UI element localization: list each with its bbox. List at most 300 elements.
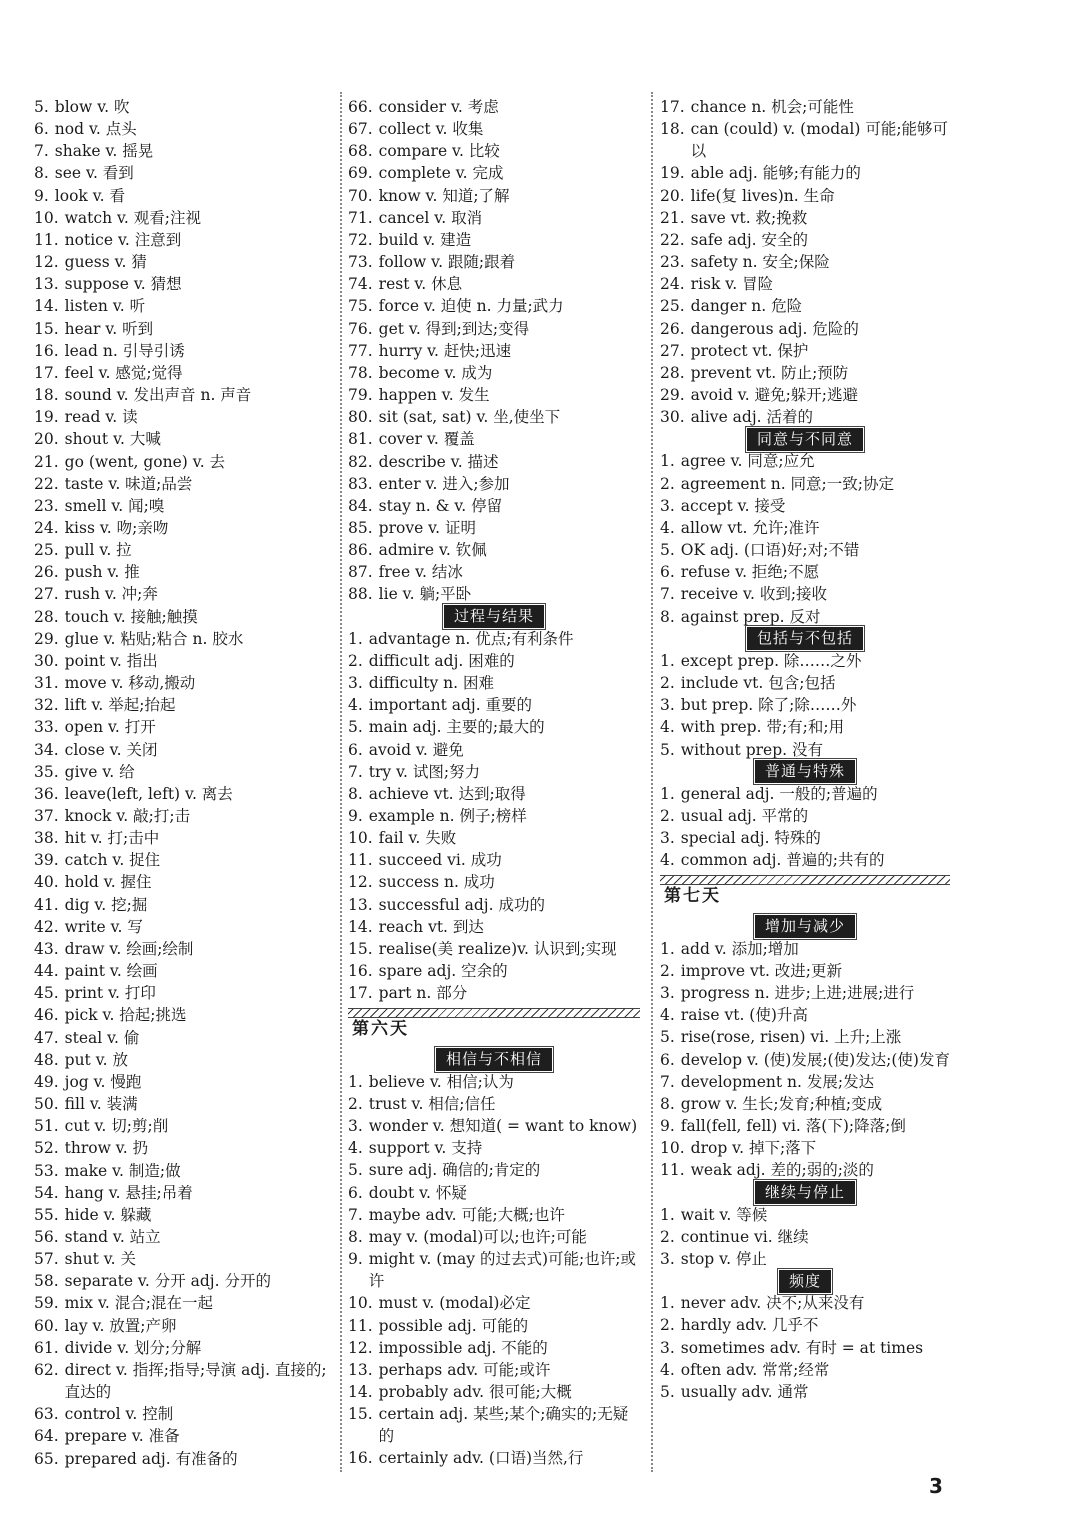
vocab-entry [34, 207, 330, 229]
section-header-label: 同意与不同意 [747, 428, 863, 451]
entry-text: stay n. & v. 停留 [378, 496, 503, 515]
entry-number: 5. [660, 1382, 675, 1401]
vocab-entry [348, 473, 640, 495]
entry-text: with prep. 带;有;和;用 [680, 718, 845, 737]
entry-text: stand v. 站立 [64, 1227, 161, 1246]
entry-number: 4. [660, 518, 675, 537]
entry-number: 15. [348, 939, 373, 958]
entry-number: 64. [34, 1427, 59, 1446]
entry-number: 1. [660, 1294, 675, 1313]
vocab-entry [34, 473, 330, 495]
entry-number: 16. [34, 341, 59, 360]
vocab-entry [660, 739, 950, 761]
entry-number: 5. [660, 1028, 675, 1047]
vocab-entry [34, 916, 330, 938]
entry-text: separate v. 分开 adj. 分开的 [64, 1272, 271, 1291]
entry-number: 12. [348, 873, 373, 892]
entry-text: watch v. 观看;注视 [64, 208, 201, 227]
entry-text: become v. 成为 [378, 363, 493, 382]
entry-text: rest v. 休息 [378, 275, 463, 294]
vocab-entry [348, 1159, 640, 1181]
entry-text: direct v. 指挥;指导;导演 adj. 直接的;直达的 [64, 1360, 327, 1402]
vocab-entry [348, 273, 640, 295]
entry-number: 80. [348, 408, 373, 427]
entry-text: succeed vi. 成功 [378, 851, 502, 870]
entry-text: believe v. 相信;认为 [368, 1072, 514, 1091]
entry-text: spare adj. 空余的 [378, 962, 508, 981]
vocab-entry [34, 162, 330, 184]
entry-text: accept v. 接受 [680, 496, 786, 515]
vocab-entry [660, 118, 950, 162]
entry-text: prove v. 证明 [378, 518, 476, 537]
entry-number: 47. [34, 1028, 59, 1047]
entry-text: weak adj. 差的;弱的;淡的 [690, 1161, 874, 1180]
entry-number: 83. [348, 474, 373, 493]
entry-text: dig v. 挖;掘 [64, 895, 148, 914]
vocab-entry [660, 517, 950, 539]
vocab-entry [348, 1248, 640, 1292]
vocab-entry [34, 739, 330, 761]
entry-number: 3. [348, 674, 363, 693]
entry-text: impossible adj. 不能的 [378, 1338, 548, 1357]
entry-number: 25. [660, 297, 685, 316]
entry-number: 54. [34, 1183, 59, 1202]
entry-number: 63. [34, 1405, 59, 1424]
entry-text: certain adj. 某些;某个;确实的;无疑的 [378, 1405, 629, 1446]
entry-text: collect v. 收集 [378, 120, 484, 139]
entry-text: but prep. 除了;除……外 [680, 696, 857, 715]
entry-text: agreement n. 同意;一致;协定 [680, 474, 895, 493]
entry-text: raise vt. (使)升高 [680, 1006, 808, 1025]
vocab-entry [34, 517, 330, 539]
vocab-entry [660, 229, 950, 251]
entry-number: 1. [660, 651, 675, 670]
entry-text: example n. 例子;榜样 [368, 806, 527, 825]
entry-number: 66. [348, 98, 373, 116]
entry-number: 16. [348, 1449, 373, 1468]
entry-text: advantage n. 优点;有利条件 [368, 629, 574, 648]
column-3 [660, 96, 950, 1403]
section-header-label: 频度 [779, 1270, 831, 1293]
entry-text: reach vt. 到达 [378, 917, 484, 936]
vocab-entry [660, 96, 950, 118]
entry-number: 72. [348, 230, 373, 249]
entry-number: 20. [660, 186, 685, 205]
entry-number: 65. [34, 1449, 59, 1468]
entry-text: avoid v. 避免 [368, 740, 464, 759]
entry-text: prevent vt. 防止;预防 [690, 363, 849, 382]
entry-number: 5. [660, 740, 675, 759]
vocab-entry [348, 1381, 640, 1403]
entry-number: 86. [348, 541, 373, 560]
entry-text: protect vt. 保护 [690, 341, 809, 360]
vocab-entry [348, 1447, 640, 1469]
vocab-entry [34, 1137, 330, 1159]
entry-text: point v. 指出 [64, 651, 158, 670]
entry-number: 7. [660, 585, 675, 604]
vocab-entry [34, 1315, 330, 1337]
section-header-label: 包括与不包括 [747, 627, 863, 650]
section-header-label: 增加与减少 [755, 915, 855, 938]
entry-text: feel v. 感觉;觉得 [64, 363, 183, 382]
vocab-entry [348, 1182, 640, 1204]
entry-number: 41. [34, 895, 59, 914]
entry-number: 11. [660, 1161, 685, 1180]
vocab-entry [34, 1027, 330, 1049]
vocab-entry [660, 805, 950, 827]
entry-text: cancel v. 取消 [378, 208, 483, 227]
entry-number: 3. [660, 496, 675, 515]
vocab-entry [34, 561, 330, 583]
entry-text: progress n. 进步;上进;进展;进行 [680, 984, 915, 1003]
entry-number: 23. [34, 496, 59, 515]
vocab-entry [660, 207, 950, 229]
vocab-entry [348, 1226, 640, 1248]
entry-number: 7. [660, 1072, 675, 1091]
entry-text: important adj. 重要的 [368, 696, 533, 715]
entry-text: pick v. 拾起;挑选 [64, 1006, 187, 1025]
entry-text: divide v. 划分;分解 [64, 1338, 202, 1357]
entry-number: 11. [34, 230, 59, 249]
entry-text: get v. 得到;到达;变得 [378, 319, 530, 338]
vocab-entry [348, 96, 640, 118]
vocab-entry [348, 894, 640, 916]
entry-number: 56. [34, 1227, 59, 1246]
entry-text: may v. (modal)可以;也许;可能 [368, 1227, 587, 1246]
vocab-entry [660, 1004, 950, 1026]
entry-text: prepare v. 准备 [64, 1427, 180, 1446]
vocab-entry [348, 827, 640, 849]
entry-number: 3. [348, 1117, 363, 1136]
entry-text: trust v. 相信;信任 [368, 1094, 496, 1113]
day-divider [348, 1004, 640, 1048]
entry-text: avoid v. 避免;躲开;逃避 [690, 386, 859, 405]
vocab-entry [660, 783, 950, 805]
entry-number: 57. [34, 1250, 59, 1269]
entry-number: 12. [348, 1338, 373, 1357]
entry-text: go (went, gone) v. 去 [64, 452, 226, 471]
entry-number: 19. [660, 164, 685, 183]
entry-text: hardly adv. 几乎不 [680, 1316, 819, 1335]
entry-number: 38. [34, 829, 59, 848]
entry-number: 29. [660, 386, 685, 405]
entry-text: draw v. 绘画;绘制 [64, 939, 194, 958]
entry-number: 70. [348, 186, 373, 205]
vocab-entry [348, 162, 640, 184]
entry-text: shut v. 关 [64, 1250, 137, 1269]
entry-number: 67. [348, 120, 373, 139]
vocab-entry [34, 672, 330, 694]
entry-number: 7. [348, 1205, 363, 1224]
entry-number: 33. [34, 718, 59, 737]
vocab-entry [348, 672, 640, 694]
entry-number: 74. [348, 275, 373, 294]
entry-number: 8. [34, 164, 49, 183]
entry-text: give v. 给 [64, 762, 135, 781]
entry-text: drop v. 掉下;落下 [690, 1139, 817, 1158]
entry-text: often adv. 常常;经常 [680, 1360, 830, 1379]
entry-number: 10. [348, 829, 373, 848]
vocab-entry [34, 295, 330, 317]
entry-text: might v. (may 的过去式)可能;也许;或许 [368, 1250, 636, 1291]
entry-number: 50. [34, 1095, 59, 1114]
entry-number: 18. [34, 386, 59, 405]
vocab-entry [348, 340, 640, 362]
vocab-entry [348, 229, 640, 251]
entry-text: special adj. 特殊的 [680, 829, 821, 848]
entry-text: safety n. 安全;保险 [690, 253, 830, 272]
vocab-entry [348, 761, 640, 783]
vocab-entry [348, 495, 640, 517]
entry-text: close v. 关闭 [64, 740, 158, 759]
vocab-entry [34, 96, 330, 118]
entry-text: guess v. 猜 [64, 253, 147, 272]
vocab-entry [660, 849, 950, 871]
entry-number: 87. [348, 563, 373, 582]
vocab-entry [660, 273, 950, 295]
vocab-entry [660, 1359, 950, 1381]
entry-number: 6. [660, 1050, 675, 1069]
entry-text: enter v. 进入;参加 [378, 474, 510, 493]
entry-number: 19. [34, 408, 59, 427]
vocab-entry [34, 273, 330, 295]
entry-number: 4. [660, 1360, 675, 1379]
vocab-entry [348, 982, 640, 1004]
entry-number: 29. [34, 629, 59, 648]
entry-text: development n. 发展;发达 [680, 1072, 875, 1091]
vocab-entry [348, 517, 640, 539]
entry-number: 46. [34, 1006, 59, 1025]
vocab-entry [348, 1292, 640, 1314]
entry-number: 5. [348, 1161, 363, 1180]
vocab-entry [34, 827, 330, 849]
entry-text: safe adj. 安全的 [690, 230, 809, 249]
entry-number: 43. [34, 939, 59, 958]
entry-number: 2. [660, 1227, 675, 1246]
vocab-entry [660, 251, 950, 273]
entry-number: 4. [348, 1139, 363, 1158]
entry-number: 68. [348, 142, 373, 161]
entry-number: 76. [348, 319, 373, 338]
entry-number: 2. [660, 806, 675, 825]
entry-text: fall(fell, fell) vi. 落(下);降落;倒 [680, 1117, 906, 1136]
entry-number: 6. [660, 563, 675, 582]
vocab-entry [660, 1292, 950, 1314]
vocab-entry [34, 1403, 330, 1425]
entry-text: free v. 结冰 [378, 563, 463, 582]
vocab-entry [34, 1359, 330, 1403]
vocab-entry [348, 938, 640, 960]
vocab-entry [660, 1026, 950, 1048]
entry-number: 61. [34, 1338, 59, 1357]
vocab-entry [660, 606, 950, 628]
entry-text: mix v. 混合;混在一起 [64, 1294, 213, 1313]
entry-text: common adj. 普遍的;共有的 [680, 851, 885, 870]
section-header-label: 普通与特殊 [755, 760, 855, 783]
entry-number: 8. [348, 1227, 363, 1246]
entry-number: 21. [660, 208, 685, 227]
entry-text: except prep. 除……之外 [680, 651, 862, 670]
vocab-entry [34, 1115, 330, 1137]
entry-text: develop v. (使)发展;(使)发达;(使)发育 [680, 1050, 950, 1069]
entry-text: make v. 制造;做 [64, 1161, 181, 1180]
entry-number: 2. [660, 1316, 675, 1335]
entry-number: 24. [34, 518, 59, 537]
section-header [660, 428, 950, 450]
vocab-entry [660, 384, 950, 406]
entry-text: sound v. 发出声音 n. 声音 [64, 386, 252, 405]
vocab-entry [660, 406, 950, 428]
entry-text: grow v. 生长;发育;种植;变成 [680, 1094, 883, 1113]
entry-number: 5. [34, 98, 49, 116]
entry-text: include vt. 包含;包括 [680, 674, 836, 693]
entry-text: doubt v. 怀疑 [368, 1183, 467, 1202]
column-divider [651, 92, 653, 1472]
entry-number: 24. [660, 275, 685, 294]
entry-text: improve vt. 改进;更新 [680, 962, 843, 981]
vocab-entry [660, 694, 950, 716]
vocab-entry [348, 1137, 640, 1159]
vocab-entry [34, 1093, 330, 1115]
entry-text: sit (sat, sat) v. 坐,使坐下 [378, 408, 561, 427]
entry-number: 5. [660, 541, 675, 560]
entry-text: never adv. 决不;从来没有 [680, 1294, 865, 1313]
entry-number: 10. [348, 1294, 373, 1313]
vocab-entry [660, 1049, 950, 1071]
entry-number: 1. [660, 939, 675, 958]
vocab-entry [348, 1359, 640, 1381]
vocab-entry [660, 1137, 950, 1159]
entry-text: add v. 添加;增加 [680, 939, 799, 958]
entry-text: leave(left, left) v. 离去 [64, 784, 233, 803]
vocab-entry [34, 1448, 330, 1470]
entry-number: 52. [34, 1139, 59, 1158]
vocab-entry [660, 1337, 950, 1359]
entry-number: 9. [348, 1250, 363, 1269]
entry-number: 71. [348, 208, 373, 227]
entry-text: complete v. 完成 [378, 164, 504, 183]
entry-number: 1. [660, 452, 675, 471]
entry-text: hear v. 听到 [64, 319, 154, 338]
day-label: 第六天 [352, 1019, 409, 1040]
entry-number: 4. [660, 851, 675, 870]
entry-number: 78. [348, 363, 373, 382]
vocab-entry [348, 561, 640, 583]
vocab-entry [34, 628, 330, 650]
vocab-entry [34, 318, 330, 340]
entry-text: consider v. 考虑 [378, 98, 499, 116]
vocab-entry [348, 451, 640, 473]
wave-rule [660, 875, 950, 885]
vocab-entry [348, 871, 640, 893]
column-2 [348, 96, 640, 1470]
vocab-entry [660, 450, 950, 472]
vocab-entry [660, 340, 950, 362]
entry-text: usual adj. 平常的 [680, 806, 809, 825]
section-header [660, 916, 950, 938]
entry-text: hold v. 握住 [64, 873, 152, 892]
entry-number: 15. [348, 1405, 373, 1424]
entry-text: know v. 知道;了解 [378, 186, 510, 205]
vocab-entry [34, 229, 330, 251]
entry-text: sure adj. 确信的;肯定的 [368, 1161, 541, 1180]
vocab-entry [660, 162, 950, 184]
vocab-entry [348, 318, 640, 340]
entry-number: 42. [34, 917, 59, 936]
entry-text: must v. (modal)必定 [378, 1294, 531, 1313]
entry-number: 12. [34, 253, 59, 272]
entry-number: 51. [34, 1117, 59, 1136]
entry-number: 30. [34, 651, 59, 670]
entry-text: listen v. 听 [64, 297, 146, 316]
vocab-entry [34, 1248, 330, 1270]
entry-number: 2. [660, 962, 675, 981]
vocab-entry [34, 761, 330, 783]
vocab-entry [660, 473, 950, 495]
vocab-entry [34, 362, 330, 384]
entry-text: catch v. 捉住 [64, 851, 161, 870]
vocab-entry [34, 871, 330, 893]
section-header-label: 继续与停止 [755, 1181, 855, 1204]
day-divider [660, 871, 950, 915]
vocab-entry [660, 1093, 950, 1115]
entry-text: open v. 打开 [64, 718, 156, 737]
entry-text: pull v. 拉 [64, 541, 132, 560]
vocab-entry [34, 495, 330, 517]
entry-text: save vt. 救;挽救 [690, 208, 808, 227]
entry-number: 3. [660, 984, 675, 1003]
entry-text: move v. 移动,搬动 [64, 674, 196, 693]
vocab-entry [34, 340, 330, 362]
vocab-entry [34, 1337, 330, 1359]
entry-number: 14. [348, 917, 373, 936]
entry-text: sometimes adv. 有时 = at times [680, 1338, 924, 1357]
section-header [660, 761, 950, 783]
entry-text: knock v. 敲;打;击 [64, 807, 191, 825]
entry-number: 10. [34, 208, 59, 227]
entry-text: dangerous adj. 危险的 [690, 319, 859, 338]
entry-text: prepared adj. 有准备的 [64, 1449, 238, 1468]
entry-number: 17. [660, 98, 685, 116]
entry-number: 13. [348, 1360, 373, 1379]
entry-text: perhaps adv. 可能;或许 [378, 1360, 551, 1379]
section-header-label: 相信与不相信 [436, 1048, 552, 1071]
vocab-entry [34, 606, 330, 628]
vocab-entry [348, 650, 640, 672]
vocab-entry [348, 1204, 640, 1226]
entry-text: support v. 支持 [368, 1139, 483, 1158]
vocab-entry [34, 849, 330, 871]
vocab-entry [348, 251, 640, 273]
entry-number: 30. [660, 408, 685, 427]
vocab-entry [660, 650, 950, 672]
entry-number: 88. [348, 585, 373, 604]
entry-text: kiss v. 吻;亲吻 [64, 518, 169, 537]
entry-text: taste v. 味道;品尝 [64, 474, 193, 493]
entry-number: 17. [34, 363, 59, 382]
vocab-entry [660, 827, 950, 849]
entry-text: certainly adv. (口语)当然,行 [378, 1449, 584, 1468]
vocab-entry [34, 539, 330, 561]
entry-number: 58. [34, 1272, 59, 1291]
section-header-label: 过程与结果 [444, 605, 544, 628]
entry-number: 44. [34, 962, 59, 981]
vocab-entry [660, 495, 950, 517]
vocab-entry [348, 428, 640, 450]
entry-text: difficulty n. 困难 [368, 674, 495, 693]
column-divider [340, 92, 342, 1472]
section-header [660, 1182, 950, 1204]
